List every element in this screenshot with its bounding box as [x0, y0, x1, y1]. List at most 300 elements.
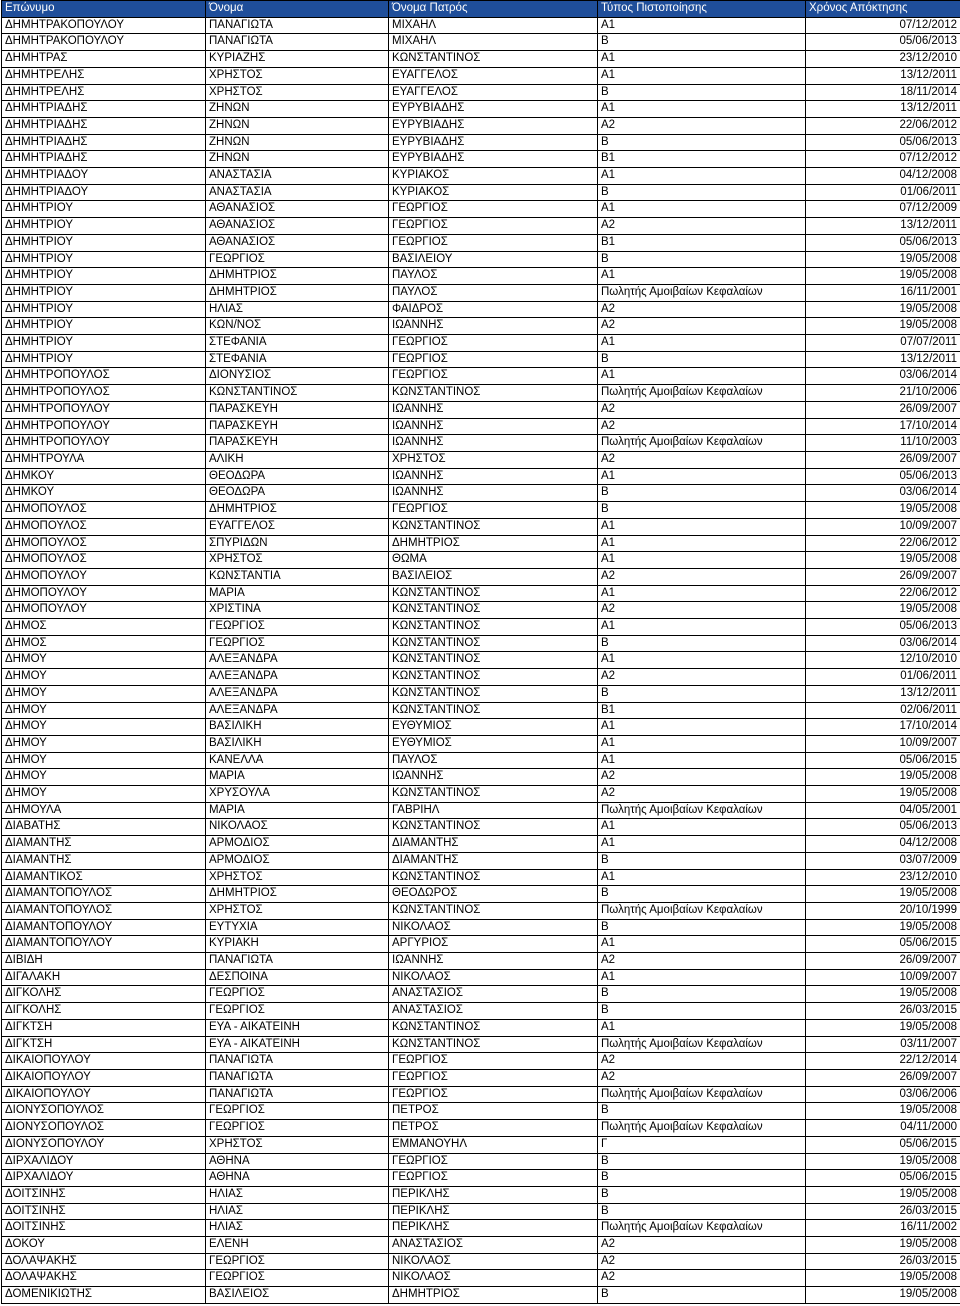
surname-cell: ΔΗΜΗΤΡΙΟΥ: [2, 201, 206, 218]
surname-cell: ΔΗΜΟΥ: [2, 786, 206, 803]
surname-cell: ΔΗΜΗΤΡΑΚΟΠΟΥΛΟΥ: [2, 17, 206, 34]
table-row: [2, 735, 960, 752]
certification-type-cell: Β: [598, 986, 806, 1003]
surname-cell: ΔΗΜΟΠΟΥΛΟΣ: [2, 518, 206, 535]
name-cell: ΓΕΩΡΓΙΟΣ: [206, 1103, 389, 1120]
surname-cell: ΔΟΛΑΨΑΚΗΣ: [2, 1253, 206, 1270]
column-header-name[interactable]: Όνομα: [206, 1, 389, 18]
column-header-certification-type[interactable]: Τύπος Πιστοποίησης: [598, 1, 806, 18]
name-cell: ΔΗΜΗΤΡΙΟΣ: [206, 268, 389, 285]
father-name-cell: ΙΩΑΝΝΗΣ: [389, 435, 598, 452]
acquisition-date-cell: 19/05/2008: [806, 886, 960, 903]
surname-cell: ΔΗΜΗΤΡΙΟΥ: [2, 301, 206, 318]
certification-type-cell: Α2: [598, 669, 806, 686]
acquisition-date-cell: 19/05/2008: [806, 552, 960, 569]
certification-type-cell: Α2: [598, 1070, 806, 1087]
table-row: [2, 201, 960, 218]
father-name-cell: ΓΕΩΡΓΙΟΣ: [389, 1086, 598, 1103]
father-name-cell: ΓΑΒΡΙΗΛ: [389, 802, 598, 819]
certification-type-cell: Β: [598, 1170, 806, 1187]
table-row: [2, 485, 960, 502]
surname-cell: ΔΙΑΒΑΤΗΣ: [2, 819, 206, 836]
certification-type-cell: Α1: [598, 652, 806, 669]
certification-type-cell: Β: [598, 635, 806, 652]
acquisition-date-cell: 05/06/2013: [806, 468, 960, 485]
table-row: [2, 84, 960, 101]
acquisition-date-cell: 16/11/2002: [806, 1220, 960, 1237]
certification-type-cell: Β: [598, 852, 806, 869]
table-row: [2, 368, 960, 385]
name-cell: ΕΥΑ - ΑΙΚΑΤΕΙΝΗ: [206, 1036, 389, 1053]
name-cell: ΘΕΟΔΩΡΑ: [206, 485, 389, 502]
name-cell: ΠΑΝΑΓΙΩΤΑ: [206, 34, 389, 51]
table-row: [2, 418, 960, 435]
surname-cell: ΔΙΚΑΙΟΠΟΥΛΟΥ: [2, 1070, 206, 1087]
father-name-cell: ΚΥΡΙΑΚΟΣ: [389, 184, 598, 201]
acquisition-date-cell: 07/12/2009: [806, 201, 960, 218]
certification-type-cell: Α1: [598, 936, 806, 953]
certification-type-cell: Α1: [598, 969, 806, 986]
surname-cell: ΔΗΜΗΤΡΟΥΛΑ: [2, 451, 206, 468]
surname-cell: ΔΙΑΜΑΝΤΟΠΟΥΛΟΥ: [2, 919, 206, 936]
father-name-cell: ΝΙΚΟΛΑΟΣ: [389, 969, 598, 986]
father-name-cell: ΒΑΣΙΛΕΙΟΣ: [389, 568, 598, 585]
table-row: [2, 117, 960, 134]
table-row: [2, 435, 960, 452]
acquisition-date-cell: 04/05/2001: [806, 802, 960, 819]
table-row: [2, 34, 960, 51]
name-cell: ΔΗΜΗΤΡΙΟΣ: [206, 502, 389, 519]
table-row: [2, 168, 960, 185]
surname-cell: ΔΙΓΚΤΣΗ: [2, 1019, 206, 1036]
acquisition-date-cell: 10/09/2007: [806, 735, 960, 752]
table-row: [2, 919, 960, 936]
certification-type-cell: Β: [598, 134, 806, 151]
table-row: [2, 953, 960, 970]
name-cell: ΑΛΕΞΑΝΔΡΑ: [206, 669, 389, 686]
father-name-cell: ΦΑΙΔΡΟΣ: [389, 301, 598, 318]
certification-type-cell: Β: [598, 685, 806, 702]
certification-type-cell: Α1: [598, 552, 806, 569]
certification-type-cell: Α1: [598, 368, 806, 385]
name-cell: ΔΗΜΗΤΡΙΟΣ: [206, 886, 389, 903]
surname-cell: ΔΟΙΤΣΙΝΗΣ: [2, 1203, 206, 1220]
father-name-cell: ΓΕΩΡΓΙΟΣ: [389, 218, 598, 235]
name-cell: ΗΛΙΑΣ: [206, 1203, 389, 1220]
table-row: [2, 1170, 960, 1187]
acquisition-date-cell: 17/10/2014: [806, 418, 960, 435]
table-row: [2, 652, 960, 669]
surname-cell: ΔΗΜΟΥ: [2, 752, 206, 769]
father-name-cell: ΚΩΝΣΤΑΝΤΙΝΟΣ: [389, 685, 598, 702]
certification-type-cell: Α1: [598, 585, 806, 602]
name-cell: ΑΛΙΚΗ: [206, 451, 389, 468]
certification-type-cell: Α1: [598, 619, 806, 636]
father-name-cell: ΓΕΩΡΓΙΟΣ: [389, 335, 598, 352]
father-name-cell: ΙΩΑΝΝΗΣ: [389, 485, 598, 502]
name-cell: ΓΕΩΡΓΙΟΣ: [206, 619, 389, 636]
father-name-cell: ΠΕΡΙΚΛΗΣ: [389, 1203, 598, 1220]
certification-type-cell: Β: [598, 84, 806, 101]
certification-type-cell: Πωλητής Αμοιβαίων Κεφαλαίων: [598, 385, 806, 402]
certification-type-cell: Β: [598, 485, 806, 502]
father-name-cell: ΓΕΩΡΓΙΟΣ: [389, 201, 598, 218]
acquisition-date-cell: 22/06/2012: [806, 585, 960, 602]
acquisition-date-cell: 03/06/2014: [806, 368, 960, 385]
table-row: [2, 719, 960, 736]
table-row: [2, 1253, 960, 1270]
table-row: [2, 301, 960, 318]
table-row: [2, 585, 960, 602]
surname-cell: ΔΙΑΜΑΝΤΟΠΟΥΛΟΣ: [2, 886, 206, 903]
table-row: [2, 451, 960, 468]
father-name-cell: ΚΩΝΣΤΑΝΤΙΝΟΣ: [389, 786, 598, 803]
name-cell: ΕΛΕΝΗ: [206, 1237, 389, 1254]
acquisition-date-cell: 05/06/2015: [806, 936, 960, 953]
table-row: [2, 602, 960, 619]
surname-cell: ΔΗΜΗΤΡΙΟΥ: [2, 335, 206, 352]
surname-cell: ΔΙΑΜΑΝΤΗΣ: [2, 852, 206, 869]
table-row: [2, 752, 960, 769]
acquisition-date-cell: 19/05/2008: [806, 1186, 960, 1203]
name-cell: ΠΑΝΑΓΙΩΤΑ: [206, 17, 389, 34]
father-name-cell: ΚΩΝΣΤΑΝΤΙΝΟΣ: [389, 602, 598, 619]
name-cell: ΠΑΡΑΣΚΕΥΗ: [206, 435, 389, 452]
name-cell: ΣΤΕΦΑΝΙΑ: [206, 335, 389, 352]
acquisition-date-cell: 26/09/2007: [806, 568, 960, 585]
acquisition-date-cell: 19/05/2008: [806, 1153, 960, 1170]
acquisition-date-cell: 22/12/2014: [806, 1053, 960, 1070]
father-name-cell: ΚΩΝΣΤΑΝΤΙΝΟΣ: [389, 819, 598, 836]
certification-type-cell: Α1: [598, 719, 806, 736]
surname-cell: ΔΙΓΚΤΣΗ: [2, 1036, 206, 1053]
surname-cell: ΔΗΜΗΤΡΙΟΥ: [2, 351, 206, 368]
name-cell: ΜΑΡΙΑ: [206, 769, 389, 786]
table-row: [2, 635, 960, 652]
table-row: [2, 568, 960, 585]
acquisition-date-cell: 23/12/2010: [806, 869, 960, 886]
father-name-cell: ΠΕΤΡΟΣ: [389, 1103, 598, 1120]
acquisition-date-cell: 19/05/2008: [806, 1270, 960, 1287]
name-cell: ΚΥΡΙΑΚΗ: [206, 936, 389, 953]
father-name-cell: ΙΩΑΝΝΗΣ: [389, 468, 598, 485]
table-row: [2, 786, 960, 803]
surname-cell: ΔΟΚΟΥ: [2, 1237, 206, 1254]
name-cell: ΕΥΑ - ΑΙΚΑΤΕΙΝΗ: [206, 1019, 389, 1036]
acquisition-date-cell: 01/06/2011: [806, 184, 960, 201]
name-cell: ΜΑΡΙΑ: [206, 585, 389, 602]
certification-type-cell: Β: [598, 184, 806, 201]
column-header-father-name[interactable]: Όνομα Πατρός: [389, 1, 598, 18]
father-name-cell: ΔΙΑΜΑΝΤΗΣ: [389, 852, 598, 869]
father-name-cell: ΠΑΥΛΟΣ: [389, 752, 598, 769]
surname-cell: ΔΙΚΑΙΟΠΟΥΛΟΥ: [2, 1053, 206, 1070]
certification-table: [1, 0, 960, 1304]
name-cell: ΚΑΝΕΛΛΑ: [206, 752, 389, 769]
acquisition-date-cell: 03/06/2014: [806, 635, 960, 652]
acquisition-date-cell: 19/05/2008: [806, 769, 960, 786]
acquisition-date-cell: 22/06/2012: [806, 117, 960, 134]
certification-type-cell: Β: [598, 251, 806, 268]
surname-cell: ΔΗΜΗΤΡΙΑΔΗΣ: [2, 117, 206, 134]
father-name-cell: ΓΕΩΡΓΙΟΣ: [389, 234, 598, 251]
surname-cell: ΔΗΜΟΠΟΥΛΟΣ: [2, 502, 206, 519]
certification-type-cell: Α1: [598, 518, 806, 535]
surname-cell: ΔΗΜΗΤΡΙΑΔΟΥ: [2, 168, 206, 185]
surname-cell: ΔΙΚΑΙΟΠΟΥΛΟΥ: [2, 1086, 206, 1103]
father-name-cell: ΚΩΝΣΤΑΝΤΙΝΟΣ: [389, 51, 598, 68]
acquisition-date-cell: 03/06/2006: [806, 1086, 960, 1103]
certification-type-cell: Α1: [598, 168, 806, 185]
surname-cell: ΔΗΜΗΤΡΙΟΥ: [2, 234, 206, 251]
father-name-cell: ΠΕΡΙΚΛΗΣ: [389, 1220, 598, 1237]
father-name-cell: ΔΗΜΗΤΡΙΟΣ: [389, 1287, 598, 1304]
certification-type-cell: Γ: [598, 1136, 806, 1153]
name-cell: ΒΑΣΙΛΕΙΟΣ: [206, 1287, 389, 1304]
table-row: [2, 268, 960, 285]
table-row: [2, 101, 960, 118]
certification-type-cell: Πωλητής Αμοιβαίων Κεφαλαίων: [598, 435, 806, 452]
surname-cell: ΔΗΜΗΤΡΙΑΔΗΣ: [2, 151, 206, 168]
name-cell: ΒΑΣΙΛΙΚΗ: [206, 735, 389, 752]
acquisition-date-cell: 02/06/2011: [806, 702, 960, 719]
father-name-cell: ΕΜΜΑΝΟΥΗΛ: [389, 1136, 598, 1153]
table-row: [2, 769, 960, 786]
table-row: [2, 1287, 960, 1304]
acquisition-date-cell: 19/05/2008: [806, 301, 960, 318]
surname-cell: ΔΗΜΚΟΥ: [2, 468, 206, 485]
certification-type-cell: Α2: [598, 401, 806, 418]
surname-cell: ΔΙΟΝΥΣΟΠΟΥΛΟΥ: [2, 1136, 206, 1153]
acquisition-date-cell: 07/07/2011: [806, 335, 960, 352]
acquisition-date-cell: 13/12/2011: [806, 351, 960, 368]
father-name-cell: ΒΑΣΙΛΕΙΟΥ: [389, 251, 598, 268]
name-cell: ΘΕΟΔΩΡΑ: [206, 468, 389, 485]
name-cell: ΠΑΝΑΓΙΩΤΑ: [206, 1070, 389, 1087]
certification-type-cell: Πωλητής Αμοιβαίων Κεφαλαίων: [598, 1220, 806, 1237]
acquisition-date-cell: 05/06/2013: [806, 134, 960, 151]
table-row: [2, 1220, 960, 1237]
certification-type-cell: Α1: [598, 468, 806, 485]
name-cell: ΧΡΗΣΤΟΣ: [206, 1136, 389, 1153]
father-name-cell: ΑΡΓΥΡΙΟΣ: [389, 936, 598, 953]
certification-type-cell: Β: [598, 886, 806, 903]
certification-type-cell: Α2: [598, 1053, 806, 1070]
certification-type-cell: Πωλητής Αμοιβαίων Κεφαλαίων: [598, 1086, 806, 1103]
certification-type-cell: Β: [598, 1003, 806, 1020]
surname-cell: ΔΙΓΑΛΑΚΗ: [2, 969, 206, 986]
name-cell: ΒΑΣΙΛΙΚΗ: [206, 719, 389, 736]
surname-cell: ΔΗΜΟΥ: [2, 669, 206, 686]
acquisition-date-cell: 10/09/2007: [806, 969, 960, 986]
table-row: [2, 134, 960, 151]
acquisition-date-cell: 26/09/2007: [806, 401, 960, 418]
father-name-cell: ΓΕΩΡΓΙΟΣ: [389, 368, 598, 385]
header-row: [2, 1, 960, 18]
name-cell: ΧΡΗΣΤΟΣ: [206, 67, 389, 84]
surname-cell: ΔΙΒΙΔΗ: [2, 953, 206, 970]
table-row: [2, 1136, 960, 1153]
table-row: [2, 51, 960, 68]
surname-cell: ΔΙΑΜΑΝΤΟΠΟΥΛΟΥ: [2, 936, 206, 953]
name-cell: ΣΤΕΦΑΝΙΑ: [206, 351, 389, 368]
surname-cell: ΔΗΜΟΣ: [2, 619, 206, 636]
column-header-surname[interactable]: Επώνυμο: [2, 1, 206, 18]
surname-cell: ΔΗΜΟΠΟΥΛΟΣ: [2, 552, 206, 569]
name-cell: ΑΝΑΣΤΑΣΙΑ: [206, 184, 389, 201]
name-cell: ΗΛΙΑΣ: [206, 1186, 389, 1203]
name-cell: ΓΕΩΡΓΙΟΣ: [206, 986, 389, 1003]
surname-cell: ΔΙΟΝΥΣΟΠΟΥΛΟΣ: [2, 1120, 206, 1137]
acquisition-date-cell: 20/10/1999: [806, 902, 960, 919]
name-cell: ΗΛΙΑΣ: [206, 1220, 389, 1237]
name-cell: ΔΗΜΗΤΡΙΟΣ: [206, 284, 389, 301]
father-name-cell: ΓΕΩΡΓΙΟΣ: [389, 1170, 598, 1187]
acquisition-date-cell: 03/07/2009: [806, 852, 960, 869]
surname-cell: ΔΗΜΗΤΡΕΛΗΣ: [2, 67, 206, 84]
father-name-cell: ΚΩΝΣΤΑΝΤΙΝΟΣ: [389, 385, 598, 402]
father-name-cell: ΓΕΩΡΓΙΟΣ: [389, 1053, 598, 1070]
table-row: [2, 518, 960, 535]
father-name-cell: ΚΩΝΣΤΑΝΤΙΝΟΣ: [389, 702, 598, 719]
surname-cell: ΔΗΜΟΥ: [2, 702, 206, 719]
father-name-cell: ΘΕΟΔΩΡΟΣ: [389, 886, 598, 903]
name-cell: ΧΡΙΣΤΙΝΑ: [206, 602, 389, 619]
certification-type-cell: Β: [598, 919, 806, 936]
table-row: [2, 284, 960, 301]
father-name-cell: ΚΩΝΣΤΑΝΤΙΝΟΣ: [389, 635, 598, 652]
name-cell: ΖΗΝΩΝ: [206, 151, 389, 168]
table-row: [2, 17, 960, 34]
father-name-cell: ΜΙΧΑΗΛ: [389, 34, 598, 51]
table-row: [2, 184, 960, 201]
name-cell: ΧΡΗΣΤΟΣ: [206, 869, 389, 886]
father-name-cell: ΙΩΑΝΝΗΣ: [389, 418, 598, 435]
surname-cell: ΔΗΜΗΤΡΙΑΔΗΣ: [2, 134, 206, 151]
table-row: [2, 986, 960, 1003]
certification-type-cell: Α2: [598, 218, 806, 235]
name-cell: ΚΥΡΙΑΖΗΣ: [206, 51, 389, 68]
father-name-cell: ΕΥΡΥΒΙΑΔΗΣ: [389, 151, 598, 168]
name-cell: ΠΑΡΑΣΚΕΥΗ: [206, 401, 389, 418]
name-cell: ΓΕΩΡΓΙΟΣ: [206, 635, 389, 652]
table-header: [2, 1, 960, 18]
certification-type-cell: Β1: [598, 234, 806, 251]
table-row: [2, 969, 960, 986]
acquisition-date-cell: 19/05/2008: [806, 1019, 960, 1036]
father-name-cell: ΕΥΘΥΜΙΟΣ: [389, 719, 598, 736]
acquisition-date-cell: 19/05/2008: [806, 986, 960, 1003]
father-name-cell: ΕΥΡΥΒΙΑΔΗΣ: [389, 134, 598, 151]
name-cell: ΖΗΝΩΝ: [206, 134, 389, 151]
table-row: [2, 1053, 960, 1070]
column-header-acquisition-date[interactable]: Χρόνος Απόκτησης: [806, 1, 960, 18]
surname-cell: ΔΗΜΚΟΥ: [2, 485, 206, 502]
father-name-cell: ΑΝΑΣΤΑΣΙΟΣ: [389, 1003, 598, 1020]
certification-type-cell: Α2: [598, 1253, 806, 1270]
certification-type-cell: Α1: [598, 335, 806, 352]
certification-type-cell: Α2: [598, 786, 806, 803]
certification-type-cell: Β: [598, 502, 806, 519]
father-name-cell: ΓΕΩΡΓΙΟΣ: [389, 351, 598, 368]
table-row: [2, 1237, 960, 1254]
father-name-cell: ΙΩΑΝΝΗΣ: [389, 953, 598, 970]
name-cell: ΧΡΗΣΤΟΣ: [206, 552, 389, 569]
father-name-cell: ΕΥΘΥΜΙΟΣ: [389, 735, 598, 752]
table-row: [2, 886, 960, 903]
name-cell: ΑΛΕΞΑΝΔΡΑ: [206, 702, 389, 719]
table-row: [2, 385, 960, 402]
table-row: [2, 318, 960, 335]
father-name-cell: ΑΝΑΣΤΑΣΙΟΣ: [389, 986, 598, 1003]
name-cell: ΕΥΤΥΧΙΑ: [206, 919, 389, 936]
father-name-cell: ΚΩΝΣΤΑΝΤΙΝΟΣ: [389, 652, 598, 669]
name-cell: ΑΘΑΝΑΣΙΟΣ: [206, 234, 389, 251]
surname-cell: ΔΗΜΗΤΡΙΟΥ: [2, 284, 206, 301]
name-cell: ΑΘΑΝΑΣΙΟΣ: [206, 218, 389, 235]
surname-cell: ΔΗΜΗΤΡΟΠΟΥΛΟΥ: [2, 418, 206, 435]
table-row: [2, 1153, 960, 1170]
acquisition-date-cell: 03/06/2014: [806, 485, 960, 502]
table-row: [2, 869, 960, 886]
acquisition-date-cell: 04/11/2000: [806, 1120, 960, 1137]
table-body: [2, 17, 960, 1303]
father-name-cell: ΓΕΩΡΓΙΟΣ: [389, 502, 598, 519]
name-cell: ΑΡΜΟΔΙΟΣ: [206, 852, 389, 869]
table-row: [2, 468, 960, 485]
table-row: [2, 67, 960, 84]
surname-cell: ΔΗΜΗΤΡΕΛΗΣ: [2, 84, 206, 101]
certification-type-cell: Α2: [598, 301, 806, 318]
surname-cell: ΔΗΜΗΤΡΙΟΥ: [2, 318, 206, 335]
certification-type-cell: Α2: [598, 602, 806, 619]
certification-type-cell: Α1: [598, 869, 806, 886]
certification-type-cell: Πωλητής Αμοιβαίων Κεφαλαίων: [598, 802, 806, 819]
certification-type-cell: Πωλητής Αμοιβαίων Κεφαλαίων: [598, 1120, 806, 1137]
acquisition-date-cell: 13/12/2011: [806, 101, 960, 118]
name-cell: ΝΙΚΟΛΑΟΣ: [206, 819, 389, 836]
surname-cell: ΔΗΜΗΤΡΟΠΟΥΛΟΥ: [2, 401, 206, 418]
table-row: [2, 1270, 960, 1287]
certification-type-cell: Α1: [598, 17, 806, 34]
certification-type-cell: Β: [598, 1203, 806, 1220]
name-cell: ΓΕΩΡΓΙΟΣ: [206, 1003, 389, 1020]
father-name-cell: ΠΑΥΛΟΣ: [389, 268, 598, 285]
acquisition-date-cell: 16/11/2001: [806, 284, 960, 301]
father-name-cell: ΕΥΡΥΒΙΑΔΗΣ: [389, 117, 598, 134]
certification-type-cell: Β: [598, 1287, 806, 1304]
father-name-cell: ΚΩΝΣΤΑΝΤΙΝΟΣ: [389, 619, 598, 636]
name-cell: ΔΕΣΠΟΙΝΑ: [206, 969, 389, 986]
certification-type-cell: Α2: [598, 568, 806, 585]
table-row: [2, 669, 960, 686]
acquisition-date-cell: 17/10/2014: [806, 719, 960, 736]
acquisition-date-cell: 13/12/2011: [806, 67, 960, 84]
acquisition-date-cell: 19/05/2008: [806, 602, 960, 619]
table-row: [2, 335, 960, 352]
surname-cell: ΔΗΜΟΠΟΥΛΟΣ: [2, 535, 206, 552]
surname-cell: ΔΙΓΚΟΛΗΣ: [2, 986, 206, 1003]
surname-cell: ΔΗΜΟΥ: [2, 652, 206, 669]
surname-cell: ΔΗΜΟΠΟΥΛΟΥ: [2, 585, 206, 602]
table-row: [2, 552, 960, 569]
father-name-cell: ΧΡΗΣΤΟΣ: [389, 451, 598, 468]
acquisition-date-cell: 19/05/2008: [806, 1103, 960, 1120]
name-cell: ΖΗΝΩΝ: [206, 117, 389, 134]
name-cell: ΠΑΡΑΣΚΕΥΗ: [206, 418, 389, 435]
table-row: [2, 151, 960, 168]
acquisition-date-cell: 13/12/2011: [806, 685, 960, 702]
